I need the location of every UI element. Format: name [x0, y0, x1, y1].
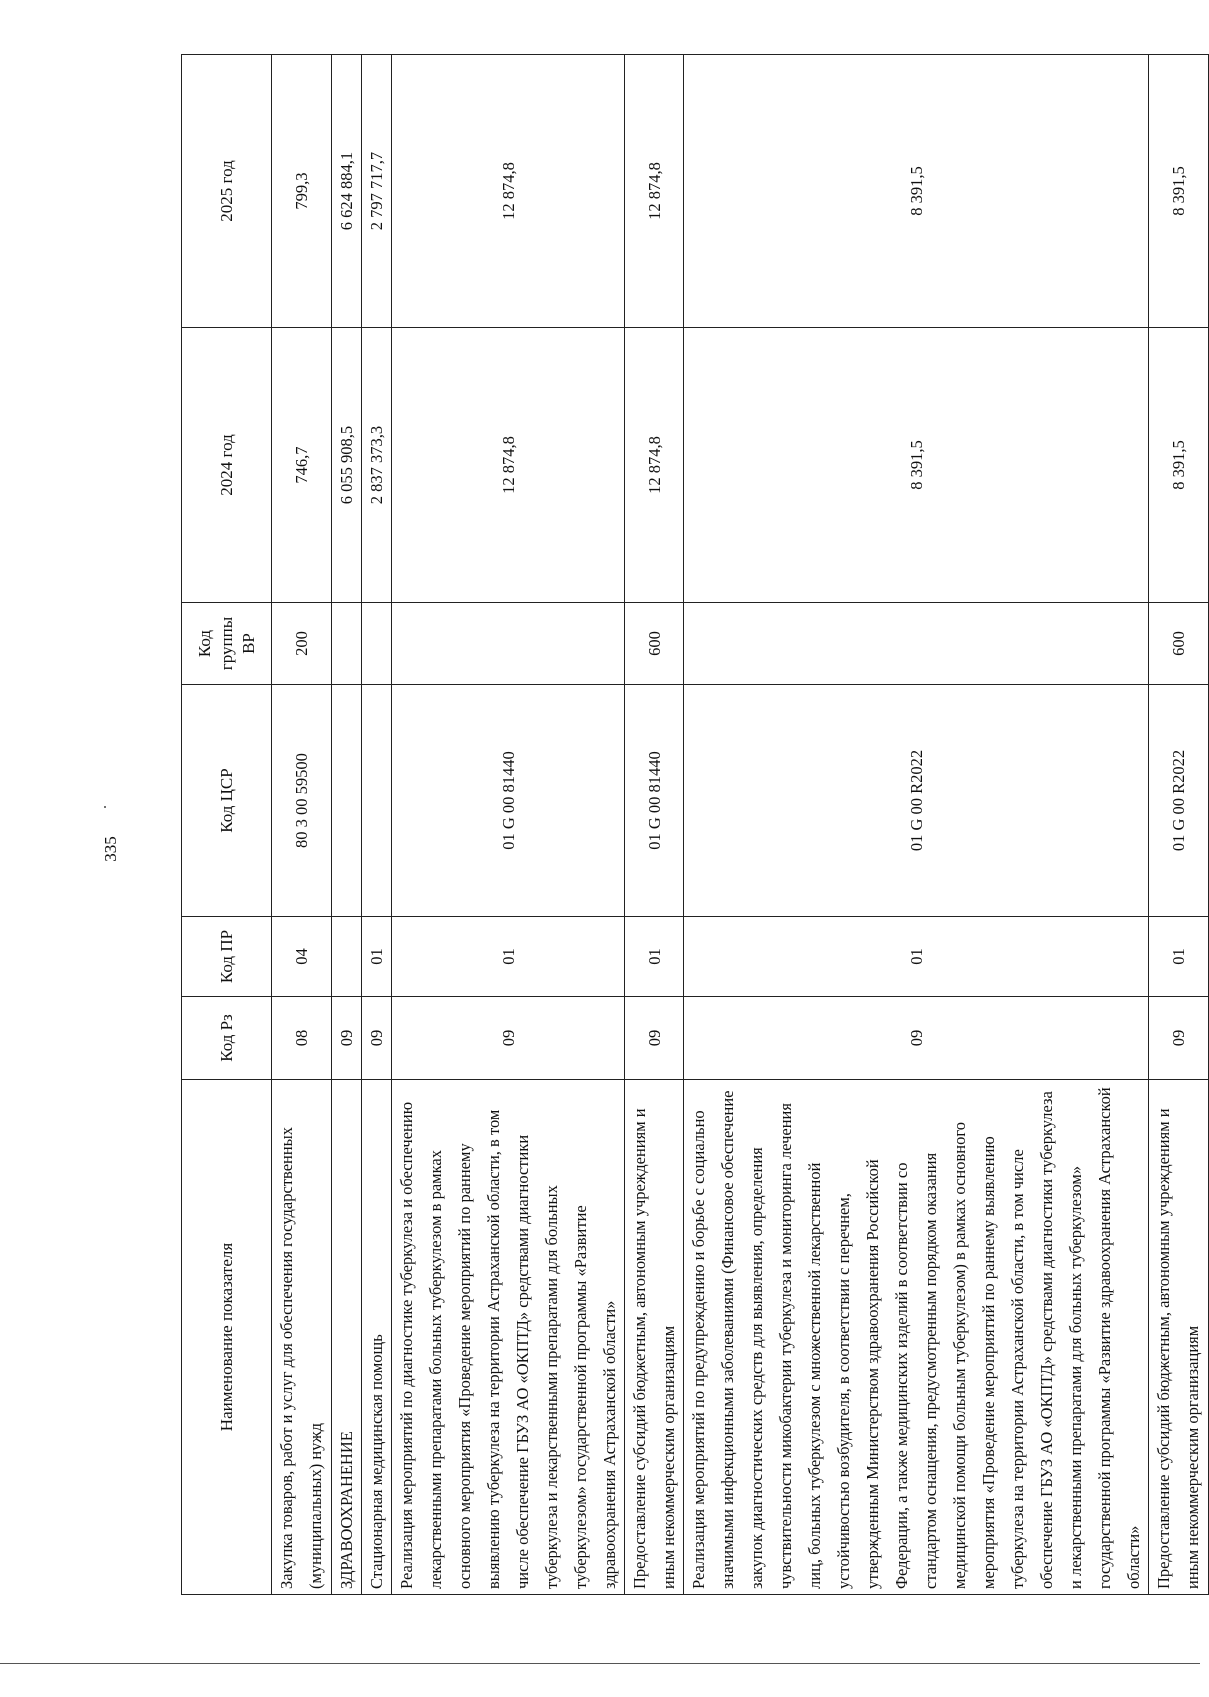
cell-pr	[332, 917, 362, 997]
cell-2025: 799,3	[272, 55, 332, 328]
cell-vr: 600	[625, 603, 684, 685]
table-header-row	[182, 55, 272, 1595]
cell-2025: 12 874,8	[625, 55, 684, 328]
cell-pr: 01	[362, 917, 392, 997]
cell-name: Стационарная медицинская помощь	[362, 1080, 392, 1595]
cell-csr	[332, 685, 362, 917]
cell-name: Предоставление субсидий бюджетным, автономным учреждениям и иным некоммерческим организациям	[625, 1080, 684, 1595]
cell-vr: 600	[1149, 603, 1209, 685]
header-rz: Код Рз	[182, 997, 272, 1080]
cell-2024: 2 837 373,3	[362, 328, 392, 603]
cell-vr	[684, 603, 1149, 685]
cell-name: Реализация мероприятий по диагностике туберкулеза и обеспечению лекарственными препаратами больных туберкулезом в рамках основного мероприятия «Проведение мероприятий по раннему выявлению туберкулеза на территории Астраханской области, в том числе обеспечение ГБУЗ АО «ОКПТД» средствами диагностики туберкулеза и лекарственными препаратами для больных туберкулезом» государственной программы «Развитие здравоохранения Астраханской области»	[392, 1080, 625, 1595]
table-row	[684, 55, 1149, 1595]
cell-name: ЗДРАВООХРАНЕНИЕ	[332, 1080, 362, 1595]
cell-pr: 01	[684, 917, 1149, 997]
cell-name: Закупка товаров, работ и услуг для обеспечения государственных (муниципальных) нужд	[272, 1080, 332, 1595]
cell-2024: 8 391,5	[1149, 328, 1209, 603]
table-row	[392, 55, 625, 1595]
header-csr: Код ЦСР	[182, 685, 272, 917]
cell-2025: 2 797 717,7	[362, 55, 392, 328]
cell-2024: 12 874,8	[392, 328, 625, 603]
cell-2024: 746,7	[272, 328, 332, 603]
cell-2025: 12 874,8	[392, 55, 625, 328]
cell-pr: 01	[392, 917, 625, 997]
cell-rz: 09	[684, 997, 1149, 1080]
cell-name: Реализация мероприятий по предупреждению и борьбе с социально значимыми инфекционными заболеваниями (Финансовое обеспечение закупок диагностических средств для выявления, определения чувствительности микобактерии туберкулеза и мониторинга лечения лиц, больных туберкулезом с множественной лекарственной устойчивостью возбудителя, в соответствии с перечнем, утвержденным Министерством здравоохранения Российской Федерации, а также медицинских изделий в соответствии со стандартом оснащения, предусмотренным порядком оказания медицинской помощи больным туберкулезом) в рамках основного мероприятия «Проведение мероприятий по раннему выявлению туберкулеза на территории Астраханской области, в том числе обеспечение ГБУЗ АО «ОКПТД» средствами диагностики туберкулеза и лекарственными препаратами для больных туберкулезом» государственной программы «Развитие здравоохранения Астраханской области»	[684, 1080, 1149, 1595]
header-vr: Код группы ВР	[182, 603, 272, 685]
cell-pr: 01	[625, 917, 684, 997]
bottom-rule	[0, 1663, 1200, 1664]
budget-table	[181, 54, 1209, 1595]
cell-2025: 8 391,5	[1149, 55, 1209, 328]
cell-2024: 8 391,5	[684, 328, 1149, 603]
cell-csr: 01 G 00 81440	[392, 685, 625, 917]
rotated-table-container	[181, 55, 1202, 1595]
cell-rz: 08	[272, 997, 332, 1080]
cell-rz: 09	[625, 997, 684, 1080]
table-row	[332, 55, 362, 1595]
cell-rz: 09	[362, 997, 392, 1080]
cell-vr: 200	[272, 603, 332, 685]
cell-vr	[392, 603, 625, 685]
scan-speck	[104, 806, 106, 808]
cell-2024: 6 055 908,5	[332, 328, 362, 603]
cell-2025: 8 391,5	[684, 55, 1149, 328]
header-pr: Код ПР	[182, 917, 272, 997]
cell-pr: 04	[272, 917, 332, 997]
header-2024: 2024 год	[182, 328, 272, 603]
cell-csr: 01 G 00 R2022	[684, 685, 1149, 917]
page-number: 335	[101, 836, 120, 862]
cell-csr: 01 G 00 81440	[625, 685, 684, 917]
cell-csr: 80 3 00 59500	[272, 685, 332, 917]
table-row	[625, 55, 684, 1595]
cell-vr	[332, 603, 362, 685]
cell-csr	[362, 685, 392, 917]
cell-rz: 09	[1149, 997, 1209, 1080]
table-row	[272, 55, 332, 1595]
cell-pr: 01	[1149, 917, 1209, 997]
cell-rz: 09	[392, 997, 625, 1080]
cell-2025: 6 624 884,1	[332, 55, 362, 328]
header-name: Наименование показателя	[182, 1080, 272, 1595]
cell-name: Предоставление субсидий бюджетным, автономным учреждениям и иным некоммерческим организациям	[1149, 1080, 1209, 1595]
cell-csr: 01 G 00 R2022	[1149, 685, 1209, 917]
table-row	[1149, 55, 1209, 1595]
header-2025: 2025 год	[182, 55, 272, 328]
cell-2024: 12 874,8	[625, 328, 684, 603]
table-row	[362, 55, 392, 1595]
cell-vr	[362, 603, 392, 685]
cell-rz: 09	[332, 997, 362, 1080]
